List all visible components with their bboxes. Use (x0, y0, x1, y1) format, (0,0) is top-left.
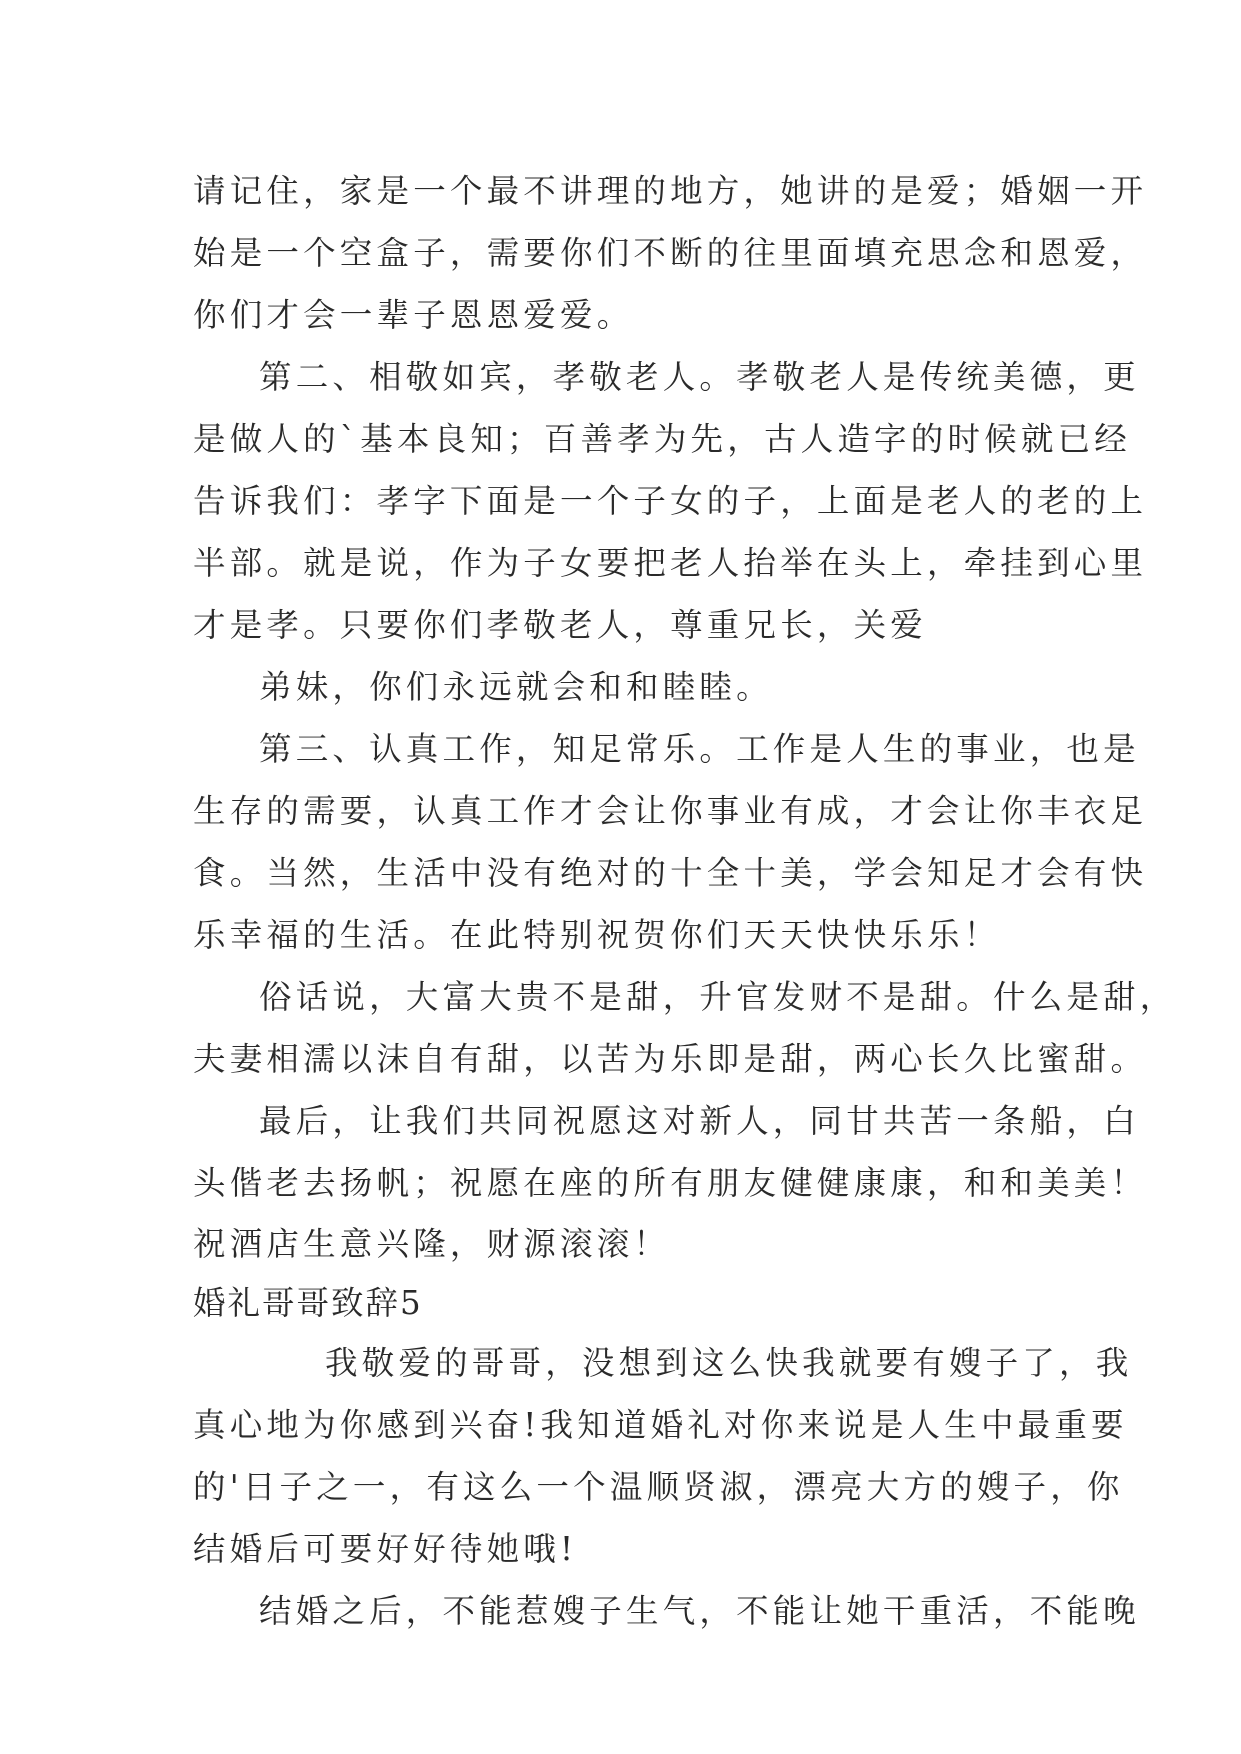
text-line: 告诉我们：孝字下面是一个子女的子，上面是老人的老的上 (193, 482, 1148, 520)
text-line: 乐幸福的生活。在此特别祝贺你们天天快快乐乐！ (193, 916, 1001, 954)
text-line: 头偕老去扬帆；祝愿在座的所有朋友健健康康，和和美美！ (193, 1164, 1148, 1202)
text-line: 结婚之后，不能惹嫂子生气，不能让她干重活，不能晚 (259, 1592, 1140, 1630)
text-line: 是做人的`基本良知；百善孝为先，古人造字的时候就已经 (193, 420, 1131, 458)
text-line: 始是一个空盒子，需要你们不断的往里面填充思念和恩爱， (193, 234, 1148, 272)
text-line: 半部。就是说，作为子女要把老人抬举在头上，牵挂到心里 (193, 544, 1148, 582)
text-line: 我敬爱的哥哥，没想到这么快我就要有嫂子了，我 (325, 1344, 1133, 1382)
text-line: 第三、认真工作，知足常乐。工作是人生的事业，也是 (259, 730, 1140, 768)
text-line: 祝酒店生意兴隆，财源滚滚！ (193, 1225, 671, 1263)
text-line: 俗话说，大富大贵不是甜，升官发财不是甜。什么是甜， (259, 978, 1177, 1016)
text-line: 弟妹，你们永远就会和和睦睦。 (259, 668, 773, 706)
text-line: 的'日子之一，有这么一个温顺贤淑，漂亮大方的嫂子，你 (193, 1468, 1124, 1506)
text-line: 才是孝。只要你们孝敬老人，尊重兄长，关爱 (193, 606, 928, 644)
text-line: 生存的需要，认真工作才会让你事业有成，才会让你丰衣足 (193, 792, 1148, 830)
text-line: 请记住，家是一个最不讲理的地方，她讲的是爱；婚姻一开 (193, 172, 1148, 210)
text-line: 最后，让我们共同祝愿这对新人，同甘共苦一条船，白 (259, 1102, 1140, 1140)
text-line: 结婚后可要好好待她哦! (193, 1530, 578, 1568)
section-heading: 婚礼哥哥致辞5 (193, 1284, 423, 1322)
text-line: 第二、相敬如宾，孝敬老人。孝敬老人是传统美德，更 (259, 358, 1140, 396)
document-body (193, 160, 1177, 1642)
text-line: 食。当然，生活中没有绝对的十全十美，学会知足才会有快 (193, 854, 1148, 892)
text-line: 你们才会一辈子恩恩爱爱。 (193, 296, 634, 334)
text-line: 夫妻相濡以沫自有甜，以苦为乐即是甜，两心长久比蜜甜。 (193, 1040, 1148, 1078)
text-line: 真心地为你感到兴奋!我知道婚礼对你来说是人生中最重要 (193, 1406, 1128, 1444)
